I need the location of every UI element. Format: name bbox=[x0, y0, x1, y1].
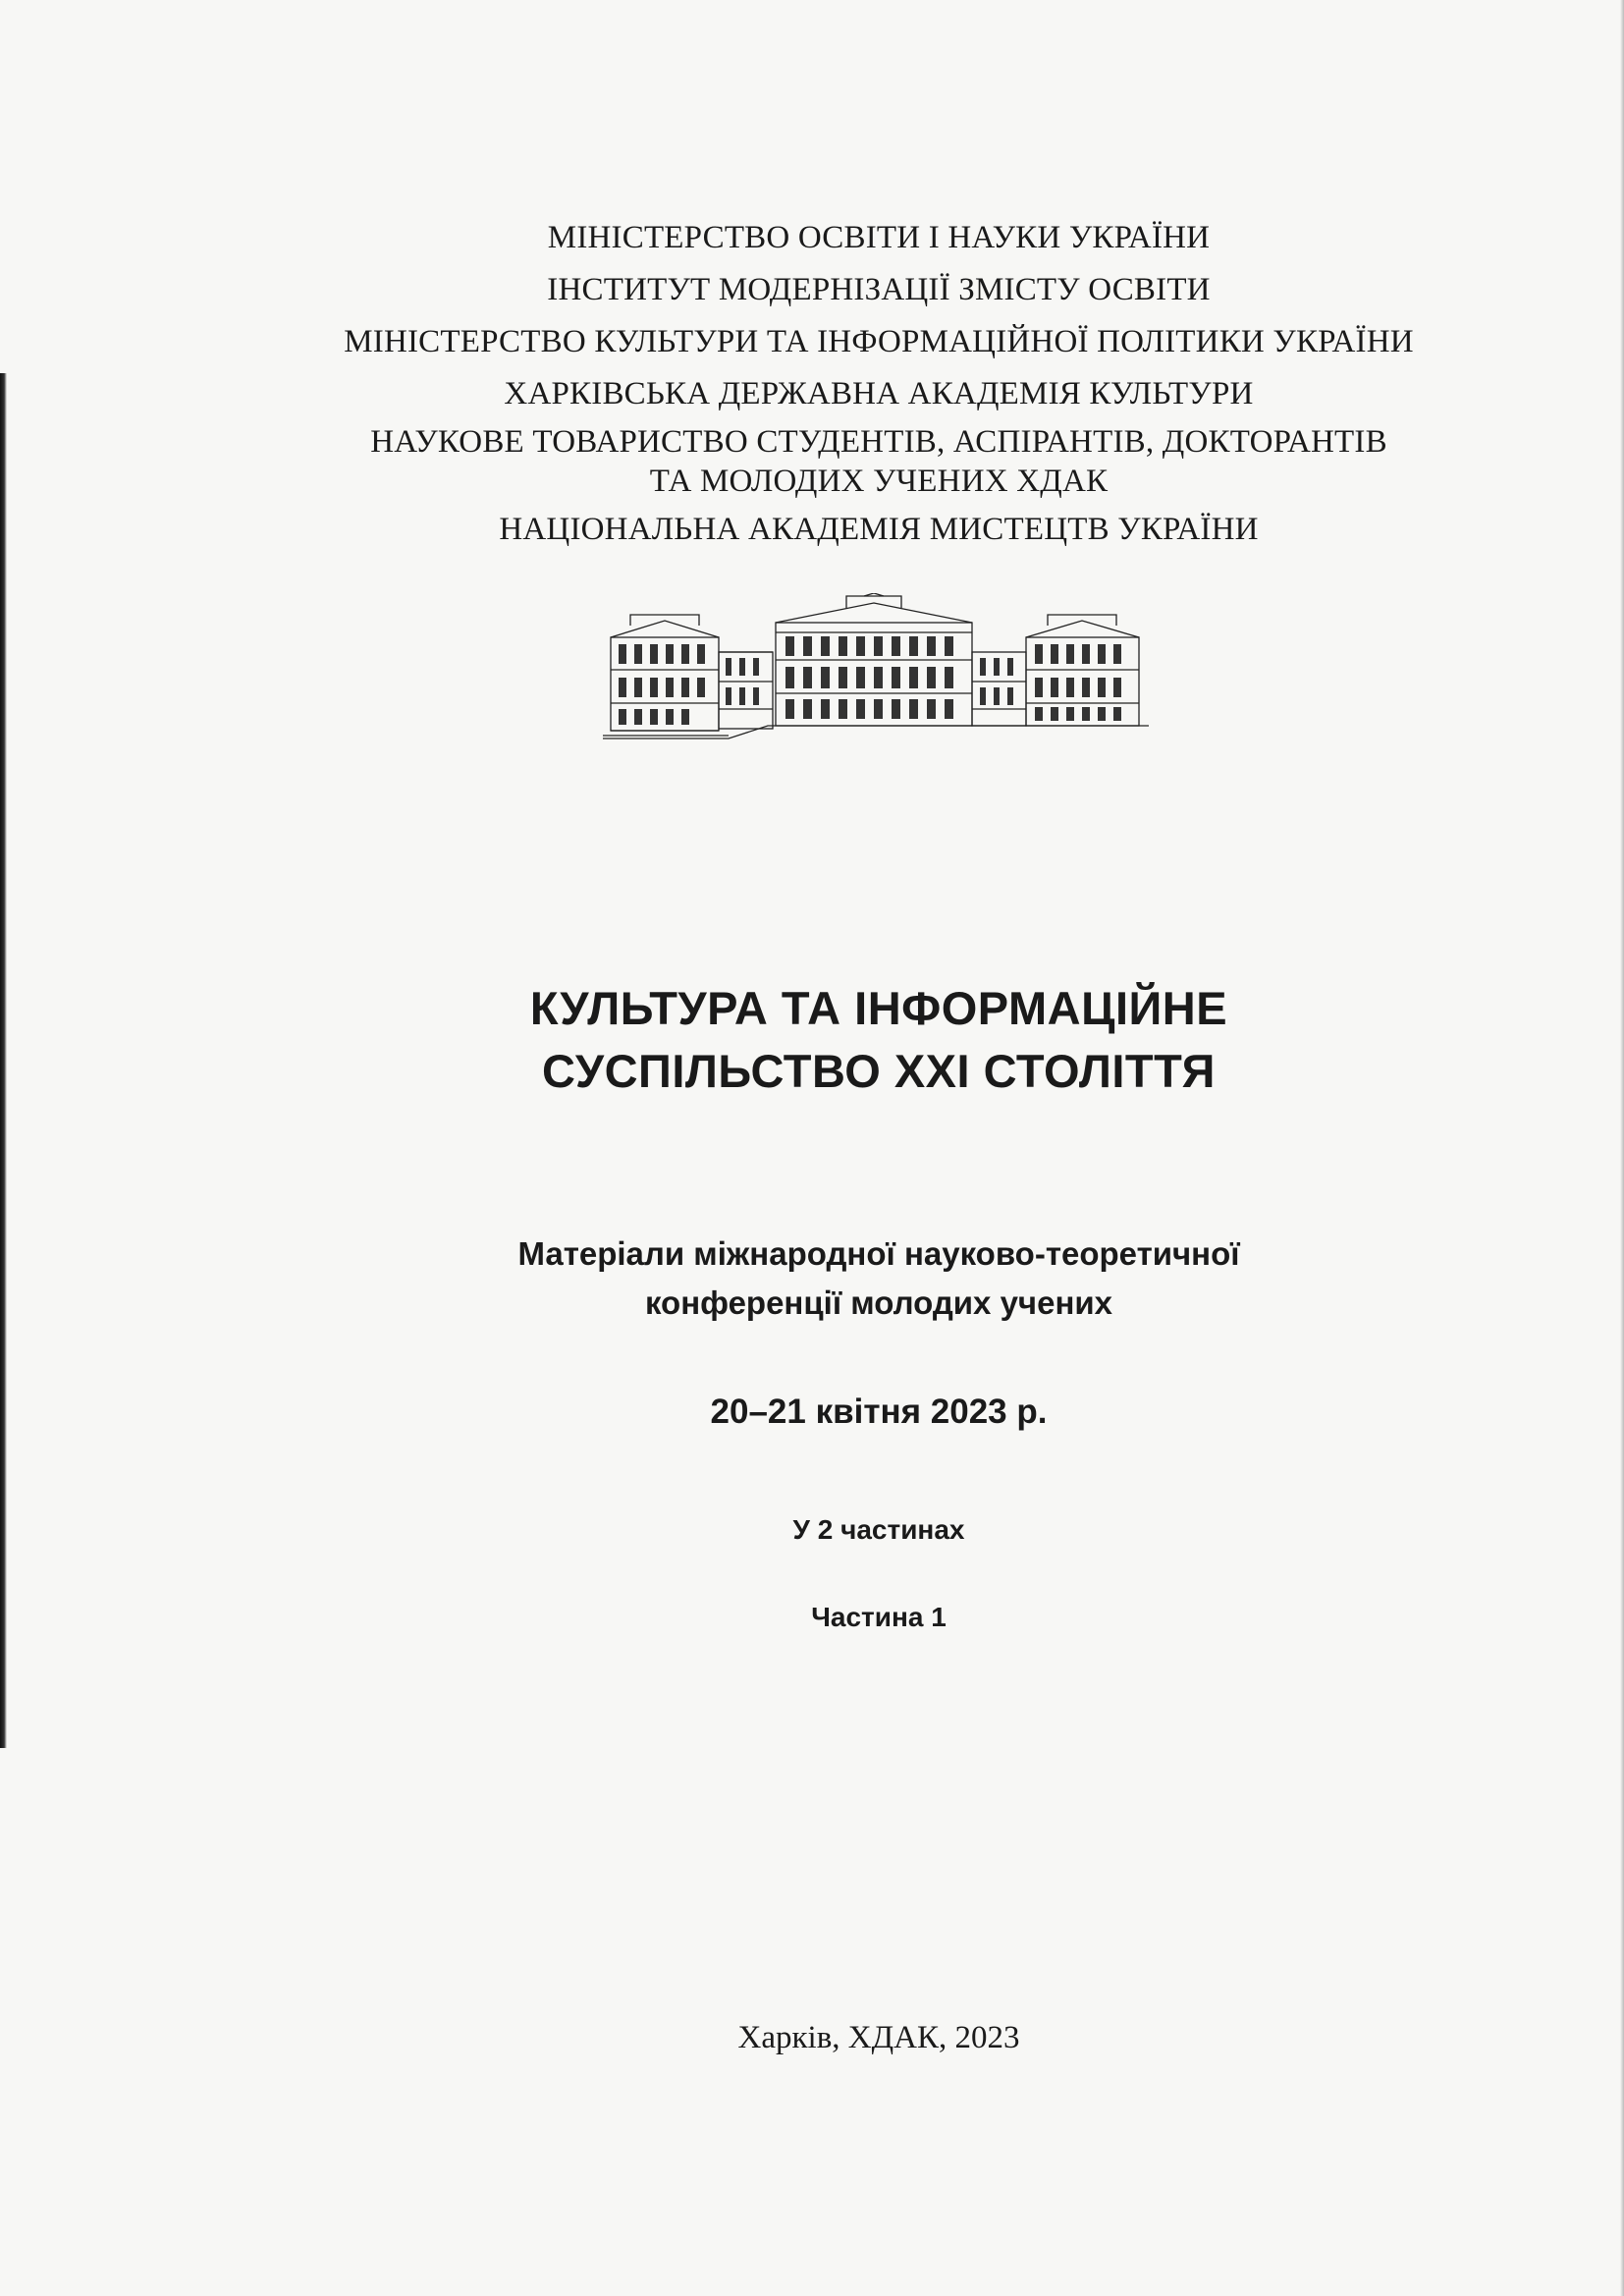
org-line: ХАРКІВСЬКА ДЕРЖАВНА АКАДЕМІЯ КУЛЬТУРИ bbox=[504, 376, 1254, 411]
org-line: МІНІСТЕРСТВО ОСВІТИ І НАУКИ УКРАЇНИ bbox=[547, 220, 1211, 255]
academy-building-icon bbox=[601, 593, 1151, 740]
scan-edge-left bbox=[0, 373, 7, 1748]
parts-count: У 2 частинах bbox=[792, 1514, 965, 1545]
org-line: ТА МОЛОДИХ УЧЕНИХ ХДАК bbox=[649, 464, 1109, 499]
title-line: СУСПІЛЬСТВО XXI СТОЛІТТЯ bbox=[542, 1045, 1216, 1097]
org-national-academy-arts bbox=[295, 506, 1463, 553]
org-scientific-society bbox=[295, 422, 1463, 501]
org-line: МІНІСТЕРСТВО КУЛЬТУРИ ТА ІНФОРМАЦІЙНОЇ ПОЛІТИКИ УКРАЇНИ bbox=[344, 324, 1414, 359]
org-line: НАУКОВЕ ТОВАРИСТВО СТУДЕНТІВ, АСПІРАНТІВ, ДОКТОРАНТІВ bbox=[370, 424, 1387, 460]
imprint: Харків, ХДАК, 2023 bbox=[737, 2020, 1020, 2055]
org-ministry-culture bbox=[295, 318, 1463, 365]
org-line: НАЦІОНАЛЬНА АКАДЕМІЯ МИСТЕЦТВ УКРАЇНИ bbox=[499, 512, 1259, 547]
conference-dates: 20–21 квітня 2023 р. bbox=[710, 1393, 1048, 1431]
org-institute-modernization bbox=[295, 266, 1463, 313]
organizations-list bbox=[295, 214, 1463, 558]
title-line: КУЛЬТУРА ТА ІНФОРМАЦІЙНЕ bbox=[529, 982, 1228, 1034]
subtitle-line: конференції молодих учених bbox=[644, 1285, 1113, 1321]
subtitle-line: Матеріали міжнародної науково-теоретичної bbox=[517, 1235, 1240, 1272]
org-line: ІНСТИТУТ МОДЕРНІЗАЦІЇ ЗМІСТУ ОСВІТИ bbox=[547, 272, 1211, 307]
part-number: Частина 1 bbox=[811, 1602, 947, 1632]
scan-edge-right bbox=[1620, 0, 1624, 2296]
conference-title bbox=[295, 977, 1463, 1103]
conference-subtitle bbox=[295, 1230, 1463, 1328]
org-ministry-education bbox=[295, 214, 1463, 261]
org-kharkiv-academy bbox=[295, 370, 1463, 417]
